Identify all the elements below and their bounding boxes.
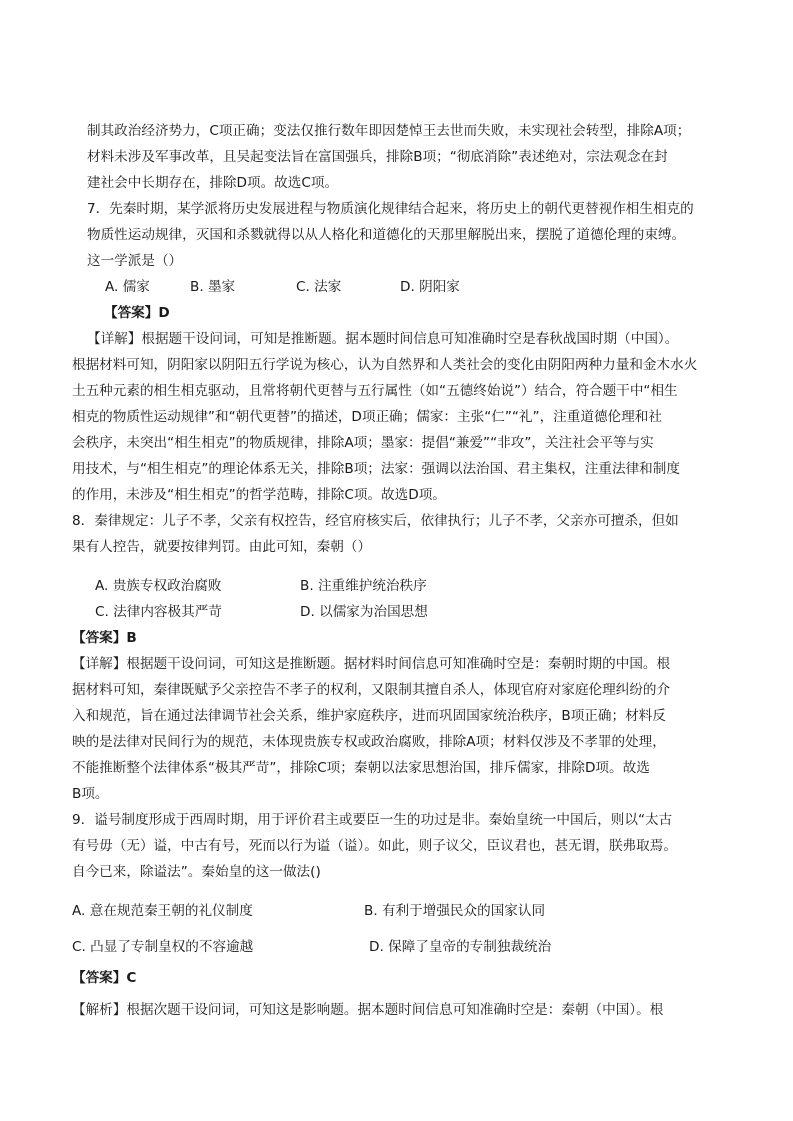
- option-c: C. 凸显了专制皇权的不容逾越: [72, 939, 254, 955]
- answer-9: 【答案】C: [72, 970, 137, 986]
- explanation-7: 【详解】根据题干设问词，可知是推断题。据本题时间信息可知准确时空是春秋战国时期（中国）。: [87, 331, 679, 347]
- option-d: D. 阴阳家: [400, 279, 460, 295]
- option-c: C. 法家: [296, 279, 342, 295]
- question-9-stem: 9．谥号制度形成于西周时期，用于评价君主或要臣一生的功过是非。秦始皇统一中国后，则以“太古: [72, 812, 673, 828]
- question-7-stem: 这一学派是（）: [87, 253, 183, 269]
- question-8-stem: 8．秦律规定：儿子不孝，父亲有权控告，经官府核实后，依律执行；儿子不孝，父亲亦可擅杀，但如: [72, 513, 679, 529]
- option-a: A. 儒家: [105, 279, 150, 295]
- explanation-9: 【解析】根据次题干设问词，可知这是影响题。据本题时间信息可知准确时空是：秦朝（中国）。根: [72, 1002, 664, 1018]
- explanation-8: 映的是法律对民间行为的规范，未体现贵族专权或政治腐败，排除A项；材料仅涉及不孝罪的处理，: [72, 734, 666, 750]
- explanation-7: 相克的物质性运动规律”和“朝代更替”的描述，D项正确；儒家：主张“仁”“礼”，注重道德伦理和社: [72, 409, 662, 425]
- explanation-8: 不能推断整个法律体系“极其严苛”，排除C项；秦朝以法家思想治国，排斥儒家，排除D项。故选: [72, 760, 650, 776]
- explanation-7: 的作用，未涉及“相生相克”的哲学范畴，排除C项。故选D项。: [72, 487, 446, 503]
- question-7-stem: 物质性运动规律，灭国和杀戮就得以从人格化和道德化的天那里解脱出来，摆脱了道德伦理的束缚。: [87, 227, 686, 243]
- text-line: 制其政治经济势力，C项正确；变法仅推行数年即因楚悼王去世而失败，未实现社会转型，排除A项；: [87, 123, 691, 139]
- option-d: D. 以儒家为治国思想: [300, 604, 428, 620]
- option-b: B. 有利于增强民众的国家认同: [364, 903, 546, 919]
- text-line: 建社会中长期存在，排除D项。故选C项。: [87, 175, 339, 191]
- explanation-8: 入和规范，旨在通过法律调节社会关系，维护家庭秩序，进而巩固国家统治秩序，B项正确；材料反: [72, 708, 666, 724]
- explanation-7: 根据材料可知，阴阳家以阴阳五行学说为核心，认为自然界和人类社会的变化由阴阳两种力量和金木水火: [72, 357, 698, 373]
- explanation-7: 土五种元素的相生相克驱动，且常将朝代更替与五行属性（如“五德终始说”）结合，符合题干中“相生: [72, 383, 678, 399]
- option-d: D. 保障了皇帝的专制独裁统治: [369, 939, 552, 955]
- question-8-stem: 果有人控告，就要按律判罚。由此可知，秦朝（）: [72, 539, 372, 555]
- text-line: 材料未涉及军事改革，且吴起变法旨在富国强兵，排除B项；“彻底消除”表述绝对，宗法观念在封: [87, 149, 668, 165]
- explanation-7: 会秩序，未突出“相生相克”的物质规律，排除A项；墨家：提倡“兼爱”“非攻”，关注社会平等与实: [72, 435, 654, 451]
- explanation-8: 据材料可知，秦律既赋予父亲控告不孝子的权利，又限制其擅自杀人，体现官府对家庭伦理纠纷的介: [72, 682, 671, 698]
- explanation-7: 用技术，与“相生相克”的理论体系无关，排除B项；法家：强调以法治国、君主集权，注重法律和制度: [72, 461, 680, 477]
- explanation-8: 【详解】根据题干设问词，可知这是推断题。据材料时间信息可知准确时空是：秦朝时期的中国。根: [72, 656, 671, 672]
- option-a: A. 意在规范秦王朝的礼仪制度: [72, 903, 253, 919]
- option-c: C. 法律内容极其严苛: [95, 604, 222, 620]
- question-7-stem: 7．先秦时期，某学派将历史发展进程与物质演化规律结合起来，将历史上的朝代更替视作相生相克的: [87, 201, 694, 217]
- question-9-stem: 自今已来，除谥法”。秦始皇的这一做法(): [72, 864, 321, 880]
- option-a: A. 贵族专权政治腐败: [95, 578, 222, 594]
- option-b: B. 注重维护统治秩序: [300, 578, 427, 594]
- question-9-stem: 有号毋（无）谥，中古有号，死而以行为谥（谥）。如此，则子议父，臣议君也，甚无谓，朕弗取焉。: [72, 838, 677, 854]
- explanation-8: B项。: [72, 786, 109, 802]
- answer-8: 【答案】B: [72, 630, 137, 646]
- answer-7: 【答案】D: [104, 305, 170, 321]
- option-b: B. 墨家: [190, 279, 236, 295]
